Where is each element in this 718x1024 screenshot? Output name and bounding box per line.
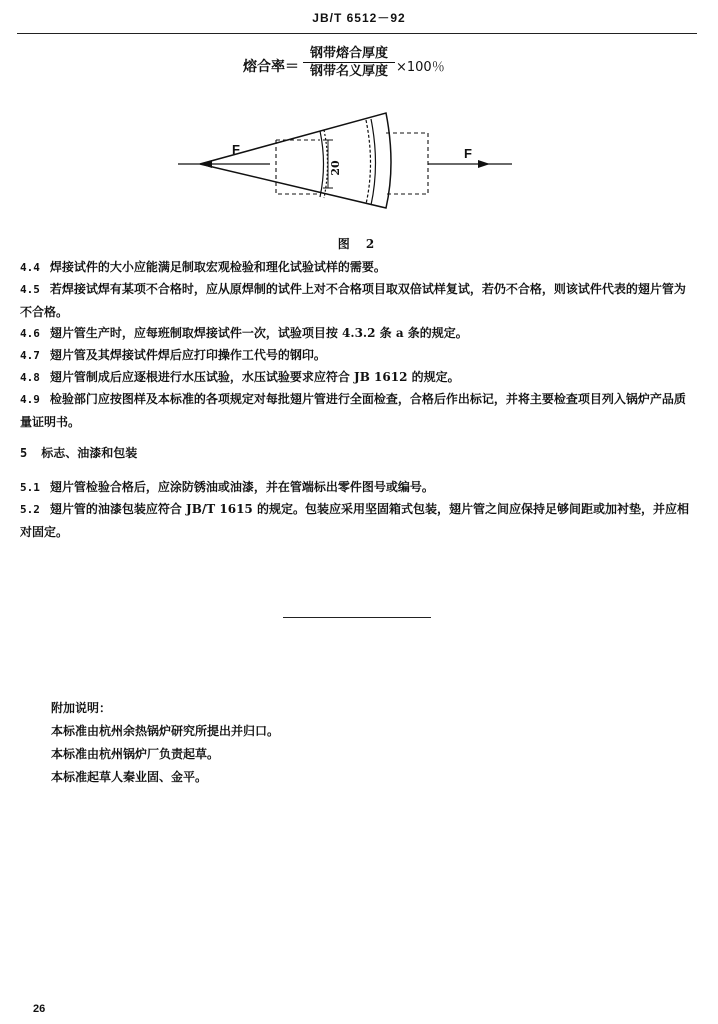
formula-numerator: 钢带熔合厚度	[309, 46, 388, 61]
clause-number: 4.8	[20, 371, 40, 384]
outline-dashed-left	[276, 140, 320, 194]
section-number: 5	[20, 446, 28, 460]
section-5-heading	[20, 442, 696, 464]
header-rule	[17, 33, 697, 34]
fusion-rate-formula	[0, 45, 718, 81]
clause-number: 4.9	[20, 393, 40, 406]
clause-4-8	[20, 366, 696, 389]
outline-dashed-right	[386, 133, 428, 194]
end-rule	[283, 617, 431, 618]
clause-5-1	[20, 476, 696, 499]
clause-number: 4.5	[20, 283, 40, 296]
formula-tail: ×100％	[396, 60, 445, 75]
clause-text: 翅片管检验合格后，应涂防锈油或油漆，并在管端标出零件图号或编号。	[49, 480, 434, 494]
clause-4-4	[20, 256, 696, 279]
weld-arc-3	[366, 120, 371, 204]
weld-arc-1	[320, 131, 324, 197]
clause-4-9	[20, 388, 696, 433]
clause-4-7	[20, 344, 696, 367]
clause-text: 翅片管制成后应逐根进行水压试验，水压试验要求应符合 JB 1612 的规定。	[49, 370, 460, 384]
clause-5-2	[20, 498, 696, 543]
clause-text: 翅片管的油漆包装应符合 JB/T 1615 的规定。包装应采用坚固箱式包装，翅片管之间应保持足够间距或加衬垫，并应相对固定。	[20, 502, 689, 539]
note-line: 本标准由杭州余热锅炉研究所提出并归口。	[51, 724, 280, 738]
clause-number: 5.2	[20, 503, 40, 516]
weld-arc-4	[371, 119, 376, 205]
clause-text: 检验部门应按图样及本标准的各项规定对每批翅片管进行全面检查，合格后作出标记，并将主要检查项目列入锅炉产品质量证明书。	[20, 392, 686, 429]
note-line: 本标准起草人秦业固、金平。	[51, 770, 208, 784]
formula-lhs: 熔合率＝	[243, 59, 299, 75]
page-number: 26	[33, 1003, 46, 1015]
additional-notes-heading: 附加说明：	[51, 701, 112, 715]
clause-number: 4.4	[20, 261, 40, 274]
clause-number: 4.7	[20, 349, 40, 362]
clause-text: 翅片管生产时，应每班制取焊接试件一次，试验项目按 4.3.2 条 a 条的规定。	[49, 326, 468, 340]
formula-fraction	[303, 45, 395, 80]
clause-text: 若焊接试焊有某项不合格时，应从原焊制的试件上对不合格项目取双倍试样复试，若仍不合格，则该试件代表的翅片管为不合格。	[20, 282, 686, 319]
standard-code-header: JB/T 6512－92	[312, 11, 406, 25]
clause-4-5	[20, 278, 696, 323]
clause-4-6	[20, 322, 696, 345]
figure-caption: 图 2	[337, 237, 381, 251]
clause-number: 4.6	[20, 327, 40, 340]
clause-text: 翅片管及其焊接试件焊后应打印操作工代号的钢印。	[49, 348, 326, 362]
formula-denominator: 钢带名义厚度	[309, 64, 388, 79]
force-label-right: F	[464, 146, 472, 161]
force-label-left: F	[232, 142, 240, 157]
figure-2-diagram	[170, 100, 520, 220]
clause-number: 5.1	[20, 481, 40, 494]
clause-text: 焊接试件的大小应能满足制取宏观检验和理化试验试样的需要。	[49, 260, 386, 274]
right-arrowhead	[478, 160, 490, 168]
section-title: 标志、油漆和包装	[41, 446, 138, 460]
dimension-label: 20	[329, 160, 342, 176]
note-line: 本标准由杭州锅炉厂负责起草。	[51, 747, 220, 761]
